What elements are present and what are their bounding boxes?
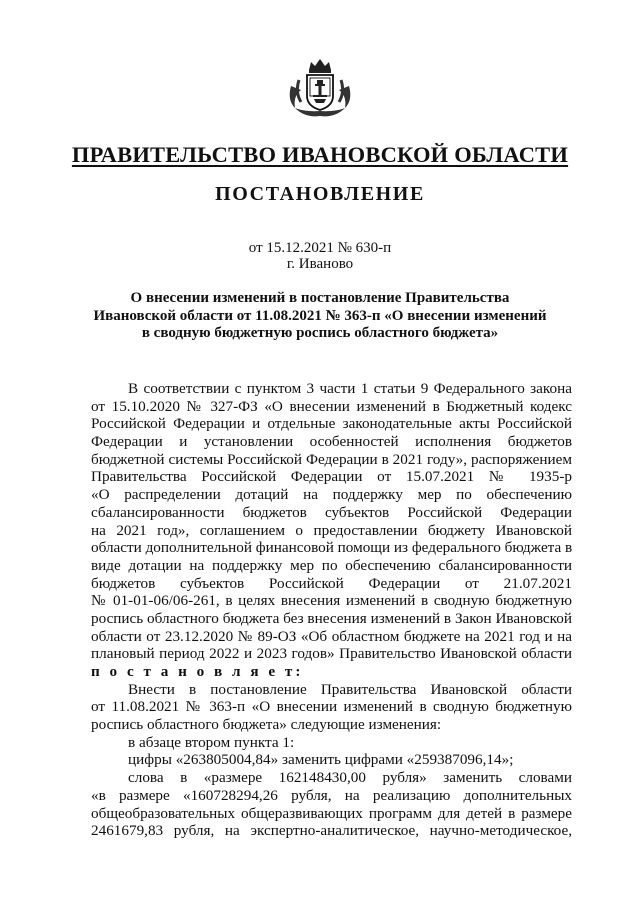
subject-line: Ивановской области от 11.08.2021 № 363-п «О внесении изменений xyxy=(93,307,547,324)
body-line: слова в «размере 162148430,00 рубля» заменить словами xyxy=(128,769,572,787)
body-line: общеобразовательных общеразвивающих программ для детей в размере xyxy=(91,804,572,822)
resolves-word xyxy=(91,663,572,681)
body-line: от 11.08.2021 № 363-п «О внесении изменений в сводную бюджетную xyxy=(91,698,572,716)
body-line: «в размере «160728294,26 рубля, на реализацию дополнительных xyxy=(91,786,572,804)
body-line: В соответствии с пунктом 3 части 1 статьи 9 Федерального закона xyxy=(128,380,572,397)
city: г. Иваново xyxy=(286,256,354,272)
body-line: роспись областного бюджета без внесения изменений в Закон Ивановской xyxy=(91,609,572,627)
subject-line: О внесении изменений в постановление Правительства xyxy=(130,290,510,306)
government-title: ПРАВИТЕЛЬСТВО ИВАНОВСКОЙ ОБЛАСТИ xyxy=(71,142,569,167)
body-line: в абзаце втором пункта 1: xyxy=(128,733,295,751)
body-line: роспись областного бюджета» следующие изменения: xyxy=(91,716,442,734)
body-line: области дополнительной финансовой помощи из федерального бюджета в xyxy=(91,539,572,557)
date-number: от 15.12.2021 № 630-п xyxy=(248,240,392,256)
body-line: «О распределении дотаций на поддержку мер по обеспечению xyxy=(91,486,572,504)
coat-of-arms-icon xyxy=(285,56,355,122)
body-line: 2461679,83 рубля, на экспертно-аналитическое, научно-методическое, xyxy=(91,822,572,840)
body-line: сбалансированности бюджетов субъектов Российской Федерации xyxy=(91,503,572,521)
document-body xyxy=(91,380,572,840)
body-line: Внести в постановление Правительства Ивановской области xyxy=(128,680,572,698)
body-line: цифры «263805004,84» заменить цифрами «259387096,14»; xyxy=(128,751,514,769)
subject-line: в сводную бюджетную роспись областного бюджета» xyxy=(141,325,499,341)
body-line: Правительства Российской Федерации от 15.07.2021 № 1935-р xyxy=(91,468,572,486)
body-line: виде дотации на поддержку мер по обеспечению сбалансированности xyxy=(91,556,572,574)
document-type: ПОСТАНОВЛЕНИЕ xyxy=(215,183,425,205)
resolves-text: п о с т а н о в л я е т: xyxy=(91,663,304,680)
body-line: Российской Федерации и отдельные законодательные акты Российской xyxy=(91,415,572,433)
document-subject xyxy=(0,290,640,343)
body-line: Федерации и установлении особенностей исполнения бюджетов xyxy=(91,433,572,451)
body-line: бюджетов субъектов Российской Федерации от 21.07.2021 xyxy=(91,574,572,592)
body-line: от 15.10.2020 № 327-ФЗ «О внесении изменений в Бюджетный кодекс xyxy=(91,397,572,415)
body-line: плановый период 2022 и 2023 годов» Правительство Ивановской области xyxy=(91,645,572,663)
body-line: № 01-01-06/06-261, в целях внесения изменений в сводную бюджетную xyxy=(91,592,572,610)
body-line: области от 23.12.2020 № 89-ОЗ «Об областном бюджете на 2021 год и на xyxy=(91,627,572,645)
body-line: на 2021 год», соглашением о предоставлении бюджету Ивановской xyxy=(91,521,572,539)
body-line: бюджетной системы Российской Федерации в 2021 году», распоряжением xyxy=(91,450,572,468)
